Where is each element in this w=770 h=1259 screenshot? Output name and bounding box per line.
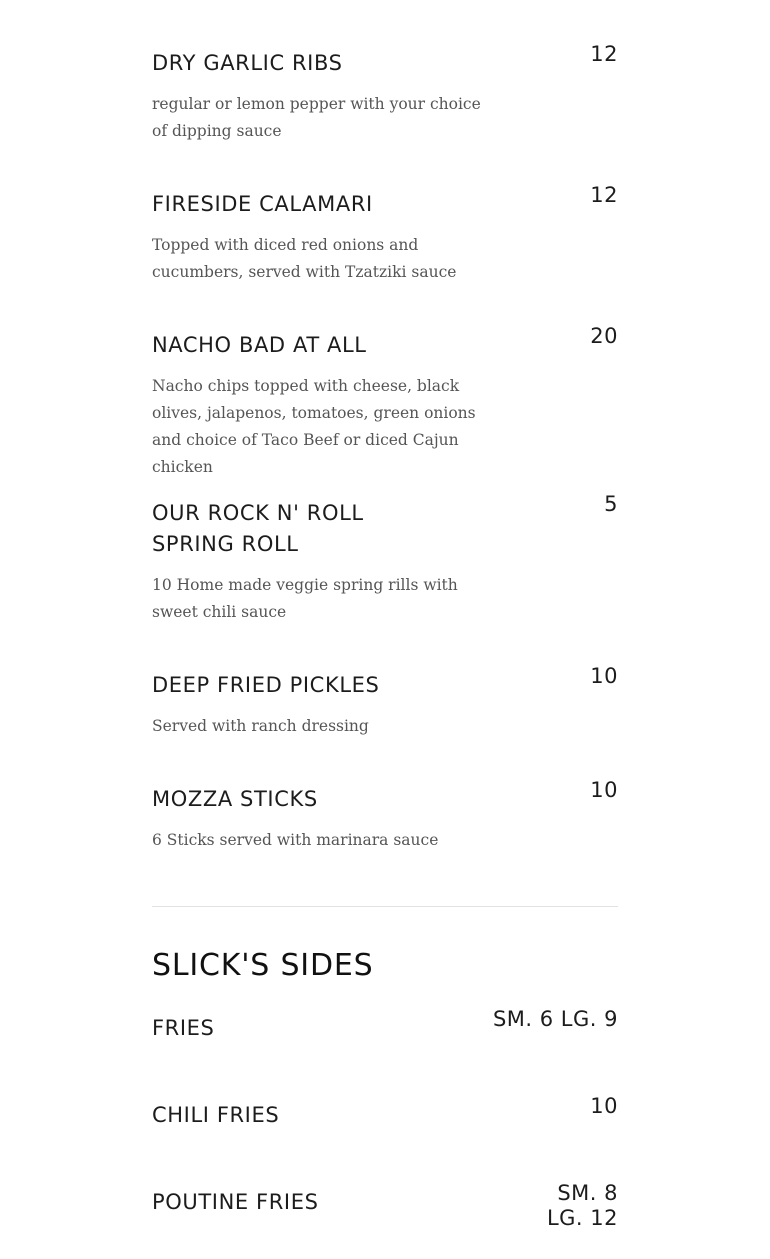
item-price: 10 [590,778,618,802]
section-title: SLICK'S SIDES [152,948,374,983]
side-item-chili-fries [152,1094,618,1131]
item-price: SM. 8 LG. 12 [546,1181,618,1230]
section-divider [152,906,618,907]
item-name: DEEP FRIED PICKLES [152,673,380,697]
item-name: OUR ROCK N' ROLL SPRING ROLL [152,501,364,556]
item-name: FIRESIDE CALAMARI [152,192,373,216]
item-description: Served with ranch dressing [152,717,369,735]
item-price: 5 [604,492,618,516]
side-item-fries [152,1007,618,1044]
item-price: 20 [590,324,618,348]
item-price: SM. 6 LG. 9 [492,1007,618,1031]
item-name: POUTINE FRIES [152,1190,319,1214]
item-price: 10 [590,664,618,688]
item-name: NACHO BAD AT ALL [152,333,367,357]
menu-item-spring-roll [152,492,618,626]
item-price: 12 [590,42,618,66]
item-name: FRIES [152,1016,215,1040]
item-price: 10 [590,1094,618,1118]
side-item-poutine-fries [152,1181,618,1230]
menu-item-mozza-sticks [152,778,618,854]
menu-item-dry-garlic-ribs [152,42,618,145]
item-name: CHILI FRIES [152,1103,280,1127]
item-name: MOZZA STICKS [152,787,318,811]
item-description: 10 Home made veggie spring rills with sweet chili sauce [152,576,458,621]
menu-item-deep-fried-pickles [152,664,618,740]
menu-item-fireside-calamari [152,183,618,286]
item-description: Topped with diced red onions and cucumbers, served with Tzatziki sauce [152,236,457,281]
item-description: regular or lemon pepper with your choice of dipping sauce [152,95,481,140]
item-price: 12 [590,183,618,207]
menu-item-nacho-bad-at-all [152,324,618,481]
item-name: DRY GARLIC RIBS [152,51,343,75]
item-description: Nacho chips topped with cheese, black olives, jalapenos, tomatoes, green onions and choice of Taco Beef or diced Cajun chicken [152,377,476,476]
item-description: 6 Sticks served with marinara sauce [152,831,439,849]
